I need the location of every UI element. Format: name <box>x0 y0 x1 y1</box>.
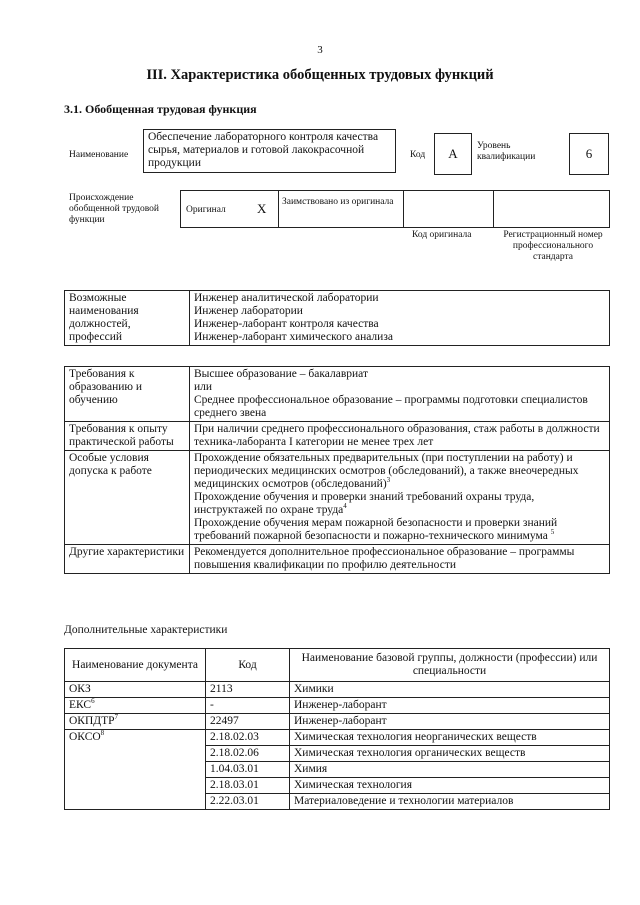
row-code: 22497 <box>206 714 290 730</box>
additional-table <box>64 648 610 810</box>
experience-value: При наличии среднего профессионального образования, стаж работы в должности техника-лаборанта I категории не менее трех лет <box>190 422 610 451</box>
education-value <box>190 367 610 422</box>
code-label: Код <box>410 150 426 160</box>
row-code: 2.18.02.03 <box>206 730 290 746</box>
position-item: Инженер-лаборант химического анализа <box>194 331 393 343</box>
experience-label: Требования к опыту практической работы <box>65 422 190 451</box>
function-name-value: Обеспечение лабораторного контроля качества сырья, материалов и готовой лакокрасочной продукции <box>148 131 379 169</box>
positions-label: Возможные наименования должностей, профессий <box>65 291 190 346</box>
origin-divider-2 <box>403 191 404 227</box>
function-name-box <box>143 129 396 173</box>
positions-list <box>190 291 610 346</box>
admission-item: Прохождение обязательных предварительных (при поступлении на работу) и периодических медицинских осмотров (обследований), а также внеочередных медицинских осмотров (обследований)$^3$ <box>194 452 579 490</box>
footnote-ref: 8 <box>100 729 105 738</box>
footnote-ref: 7 <box>114 713 119 722</box>
education-line: Среднее профессиональное образование – программы подготовки специалистов среднего звена <box>194 394 588 419</box>
doc-eks: ЕКС$^6$ <box>65 698 206 714</box>
footnote-ref: 6 <box>91 697 95 706</box>
admission-item: Прохождение обучения и проверки знаний требований охраны труда, инструктажей по охране труда$^4$ <box>194 491 535 516</box>
table-row <box>65 682 610 698</box>
row-code: 2113 <box>206 682 290 698</box>
original-label: Оригинал <box>186 205 226 215</box>
footnote-ref: 3 <box>386 476 391 485</box>
row-code: - <box>206 698 290 714</box>
code-original-caption: Код оригинала <box>412 230 472 240</box>
admission-value <box>190 451 610 545</box>
table-row <box>65 730 610 746</box>
subsection-title: 3.1. Обобщенная трудовая функция <box>64 102 257 116</box>
row-code: 2.18.02.06 <box>206 746 290 762</box>
additional-title: Дополнительные характеристики <box>64 624 228 636</box>
origin-label: Происхождение обобщенной трудовой функции <box>69 193 159 225</box>
position-item: Инженер-лаборант контроля качества <box>194 318 379 330</box>
level-label: Уровень квалификации <box>477 141 536 162</box>
footnote-ref: 4 <box>343 502 347 511</box>
admission-label: Особые условия допуска к работе <box>65 451 190 545</box>
education-line: или <box>194 381 213 393</box>
table-row <box>65 698 610 714</box>
row-name: Инженер-лаборант <box>290 698 610 714</box>
education-line: Высшее образование – бакалавриат <box>194 368 368 380</box>
section-title: III. Характеристика обобщенных трудовых функций <box>146 67 494 83</box>
row-code: 2.18.03.01 <box>206 778 290 794</box>
origin-divider-1 <box>278 191 279 227</box>
borrowed-label: Заимствовано из оригинала <box>282 197 394 207</box>
level-value: 6 <box>585 146 593 161</box>
doc-okpdtr: ОКПДТР$^7$ <box>65 714 206 730</box>
col-code-header: Код <box>206 649 290 682</box>
row-code: 1.04.03.01 <box>206 762 290 778</box>
row-name: Химическая технология <box>290 778 610 794</box>
doc-okso: ОКСО$^8$ <box>65 730 206 810</box>
row-code: 2.22.03.01 <box>206 794 290 810</box>
row-name: Материаловедение и технологии материалов <box>290 794 610 810</box>
col-doc-header: Наименование документа <box>65 649 206 682</box>
code-value: А <box>448 146 458 161</box>
row-name: Химическая технология органических веществ <box>290 746 610 762</box>
footnote-ref: 5 <box>550 528 555 537</box>
code-value-box <box>434 133 472 175</box>
admission-item: Прохождение обучения мерам пожарной безопасности и проверки знаний требований пожарной безопасности и пожарно-технического минимума $^5$ <box>194 517 558 542</box>
row-name: Химическая технология неорганических веществ <box>290 730 610 746</box>
doc-okz: ОКЗ <box>65 682 206 698</box>
position-item: Инженер лаборатории <box>194 305 303 317</box>
position-item: Инженер аналитической лаборатории <box>194 292 379 304</box>
name-label: Наименование <box>69 150 129 160</box>
col-name-header: Наименование базовой группы, должности (профессии) или специальности <box>290 649 610 682</box>
table-row <box>65 714 610 730</box>
row-name: Инженер-лаборант <box>290 714 610 730</box>
other-value: Рекомендуется дополнительное профессиональное образование – программы повышения квалификации по профилю деятельности <box>190 545 610 574</box>
positions-table <box>64 290 610 346</box>
level-value-box <box>569 133 609 175</box>
original-mark: Х <box>257 201 267 216</box>
row-name: Химики <box>290 682 610 698</box>
page-number: 3 <box>317 44 323 56</box>
requirements-table <box>64 366 610 574</box>
row-name: Химия <box>290 762 610 778</box>
education-label: Требования к образованию и обучению <box>65 367 190 422</box>
origin-box <box>180 190 610 228</box>
other-label: Другие характеристики <box>65 545 190 574</box>
origin-divider-3 <box>493 191 494 227</box>
reg-number-caption: Регистрационный номер профессионального стандарта <box>503 230 603 262</box>
